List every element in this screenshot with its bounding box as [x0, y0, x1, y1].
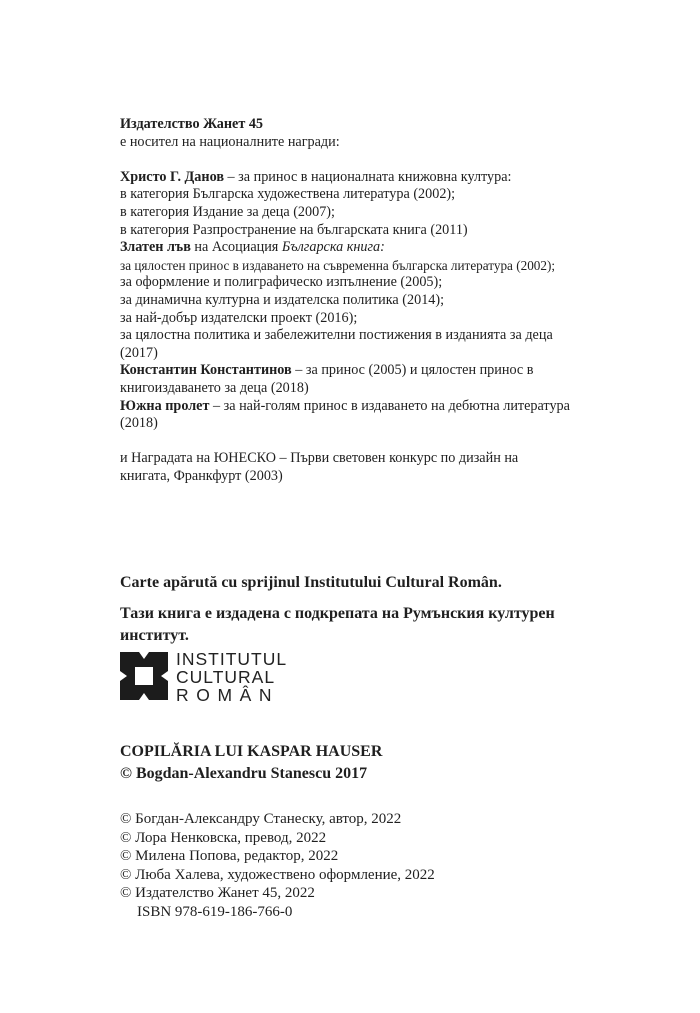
original-copyright: © Bogdan-Alexandru Stanescu 2017 [120, 765, 368, 782]
award-yuzhna-prolet [120, 398, 570, 416]
award-item: в категория Издание за деца (2007); [120, 203, 335, 220]
award-item: (2018) [120, 415, 158, 432]
original-title: COPILĂRIA LUI KASPAR HAUSER [120, 743, 383, 760]
awards-heading: Издателство Жанет 45 [120, 116, 264, 132]
logo-line: ROMÂN [176, 685, 280, 706]
unesco-award-cont: книгата, Франкфурт (2003) [120, 467, 283, 484]
unesco-award: и Наградата на ЮНЕСКО – Първи световен конкурс по дизайн на [120, 450, 519, 467]
award-description: – за принос в националната книжовна култура: [223, 168, 512, 185]
award-item: за оформление и полиграфическо изпълнение (2005); [120, 274, 443, 291]
credits-section [120, 810, 435, 922]
award-item: в категория Разпространение на българската книга (2011) [120, 221, 468, 238]
support-section [120, 572, 555, 647]
institute-logo [120, 648, 290, 706]
award-item: за цялостен принос в издаването на съвременна българска литература (2002); [120, 257, 556, 273]
award-name: Христо Г. Данов [120, 168, 224, 185]
credit-line: © Милена Попова, редактор, 2022 [120, 848, 339, 865]
credit-line: © Богдан-Александру Станеску, автор, 2022 [120, 811, 402, 827]
institute-cross-icon [120, 652, 168, 700]
institute-logo-text [176, 650, 287, 705]
award-danov [120, 169, 570, 187]
award-item: за най-добър издателски проект (2016); [120, 309, 358, 326]
support-bulgarian-cont: институт. [120, 627, 189, 644]
award-description: – за най-голям принос в издаването на дебютна литература [209, 397, 570, 414]
logo-line: CULTURAL [176, 667, 276, 688]
award-item: за динамична културна и издателска политика (2014); [120, 291, 445, 308]
spacer [120, 151, 570, 169]
support-romanian: Carte apărută cu sprijinul Institutului Cultural Român. [120, 574, 502, 591]
isbn: ISBN 978-619-186-766-0 [137, 903, 293, 920]
award-name: Константин Константинов [120, 362, 292, 379]
association-name: Българска книга: [281, 239, 385, 256]
award-item: книгоиздаването за деца (2018) [120, 379, 309, 396]
logo-line: INSTITUTUL [176, 649, 288, 669]
award-name: Южна пролет [120, 397, 210, 414]
credit-line: © Люба Халева, художествено оформление, 2022 [120, 866, 435, 883]
awards-subheading: е носител на националните награди: [120, 133, 340, 150]
award-item: за цялостна политика и забележителни постижения в изданията за деца [120, 327, 553, 344]
support-bulgarian: Тази книга е издадена с подкрепата на Румънския културен [120, 605, 555, 622]
award-golden-lion: Златен лъв на Асоциация Българска книга: [120, 239, 385, 256]
spacer [120, 433, 570, 451]
credit-line: © Лора Ненковска, превод, 2022 [120, 829, 327, 846]
award-item: в категория Българска художествена литература (2002); [120, 186, 456, 203]
award-description: – за принос (2005) и цялостен принос в [291, 362, 534, 379]
award-name: Златен лъв [120, 239, 191, 256]
award-item: (2017) [120, 344, 158, 361]
award-konstantinov [120, 362, 570, 380]
original-title-section [120, 741, 382, 785]
awards-section [120, 116, 570, 485]
credit-line: © Издателство Жанет 45, 2022 [120, 885, 315, 902]
